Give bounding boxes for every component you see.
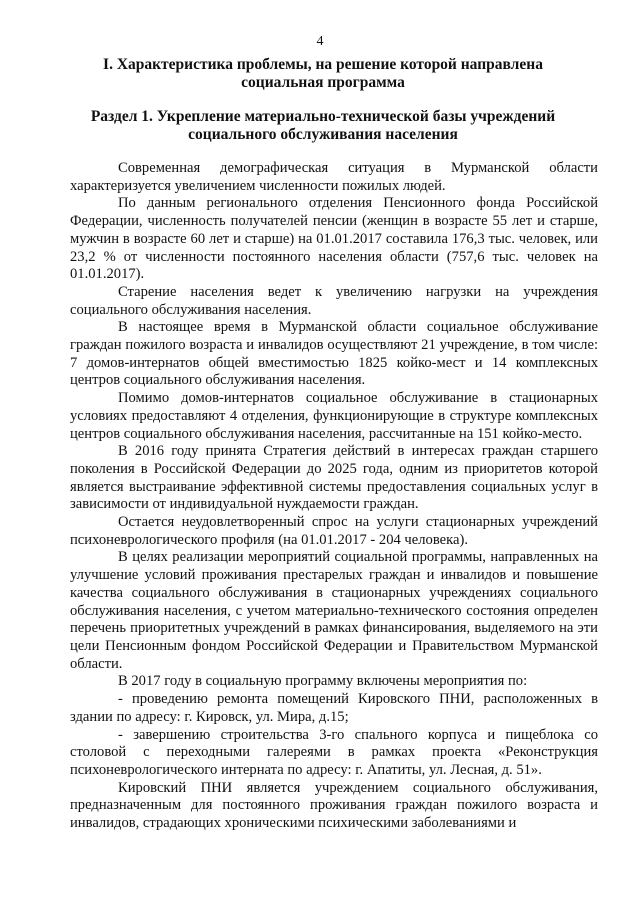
list-item: - проведению ремонта помещений Кировского ПНИ, расположенных в здании по адресу: г. Кировск, ул. Мира, д.15; (70, 691, 598, 725)
list-item: - завершению строительства 3-го спального корпуса и пищеблока со столовой с переходными галереями в рамках проекта «Реконструкция психоневрологического интерната по адресу: г. Апатиты, ул. Лесная, д. 51». (70, 726, 598, 778)
body-text (70, 160, 598, 833)
paragraph: По данным регионального отделения Пенсионного фонда Российской Федерации, численность получателей пенсии (женщин в возрасте 55 лет и старше, мужчин в возрасте 60 лет и старше) на 01.01.2017 составила 176,3 тыс. человек, или 23,2 % от численности постоянного населения области (757,6 тыс. человек на 01.01.2017). (70, 195, 598, 283)
paragraph: В 2017 году в социальную программу включены мероприятия по: (118, 673, 528, 690)
page-number: 4 (316, 34, 324, 49)
paragraph: В настоящее время в Мурманской области социальное обслуживание граждан пожилого возраста и инвалидов осуществляют 21 учреждение, в том числе: 7 домов-интернатов общей вместимостью 1825 койко-мест и 14 комплексных центров социального обслуживания населения. (70, 319, 598, 389)
paragraph: Старение населения ведет к увеличению нагрузки на учреждения социального обслуживания населения. (70, 283, 598, 318)
paragraph: Помимо домов-интернатов социальное обслуживание в стационарных условиях предоставляют 4 отделения, функционирующие в структуре комплексных центров социального обслуживания населения, рассчитанные на 151 койко-место. (70, 390, 598, 442)
paragraph: В целях реализации мероприятий социальной программы, направленных на улучшение условий проживания престарелых граждан и инвалидов и повышение качества социального обслуживания в стационарных учреждениях социального обслуживания населения, с учетом материально-технического состояния определен перечень приоритетных учреждений в рамках финансирования, выделяемого на эти цели Пенсионным фондом Российской Федерации и Правительством Мурманской области. (70, 549, 598, 672)
section-heading: I. Характеристика проблемы, на решение которой направлена социальная программа (103, 56, 543, 91)
paragraph: В 2016 году принята Стратегия действий в интересах граждан старшего поколения в Российской Федерации до 2025 года, одним из приоритетов которой является выстраивание эффективной системы предоставления социальных услуг в зависимости от индивидуальной нуждаемости граждан. (70, 443, 598, 513)
subsection-heading: Раздел 1. Укрепление материально-технической базы учреждений социального обслуживания населения (90, 108, 556, 143)
paragraph: Остается неудовлетворенный спрос на услуги стационарных учреждений психоневрологического профиля (на 01.01.2017 - 204 человека). (70, 514, 598, 548)
paragraph: Современная демографическая ситуация в Мурманской области характеризуется увеличением численности пожилых людей. (70, 160, 598, 194)
paragraph: Кировский ПНИ является учреждением социального обслуживания, предназначенным для постоянного проживания граждан пожилого возраста и инвалидов, страдающих хроническими психическими заболеваниями и (70, 779, 598, 832)
